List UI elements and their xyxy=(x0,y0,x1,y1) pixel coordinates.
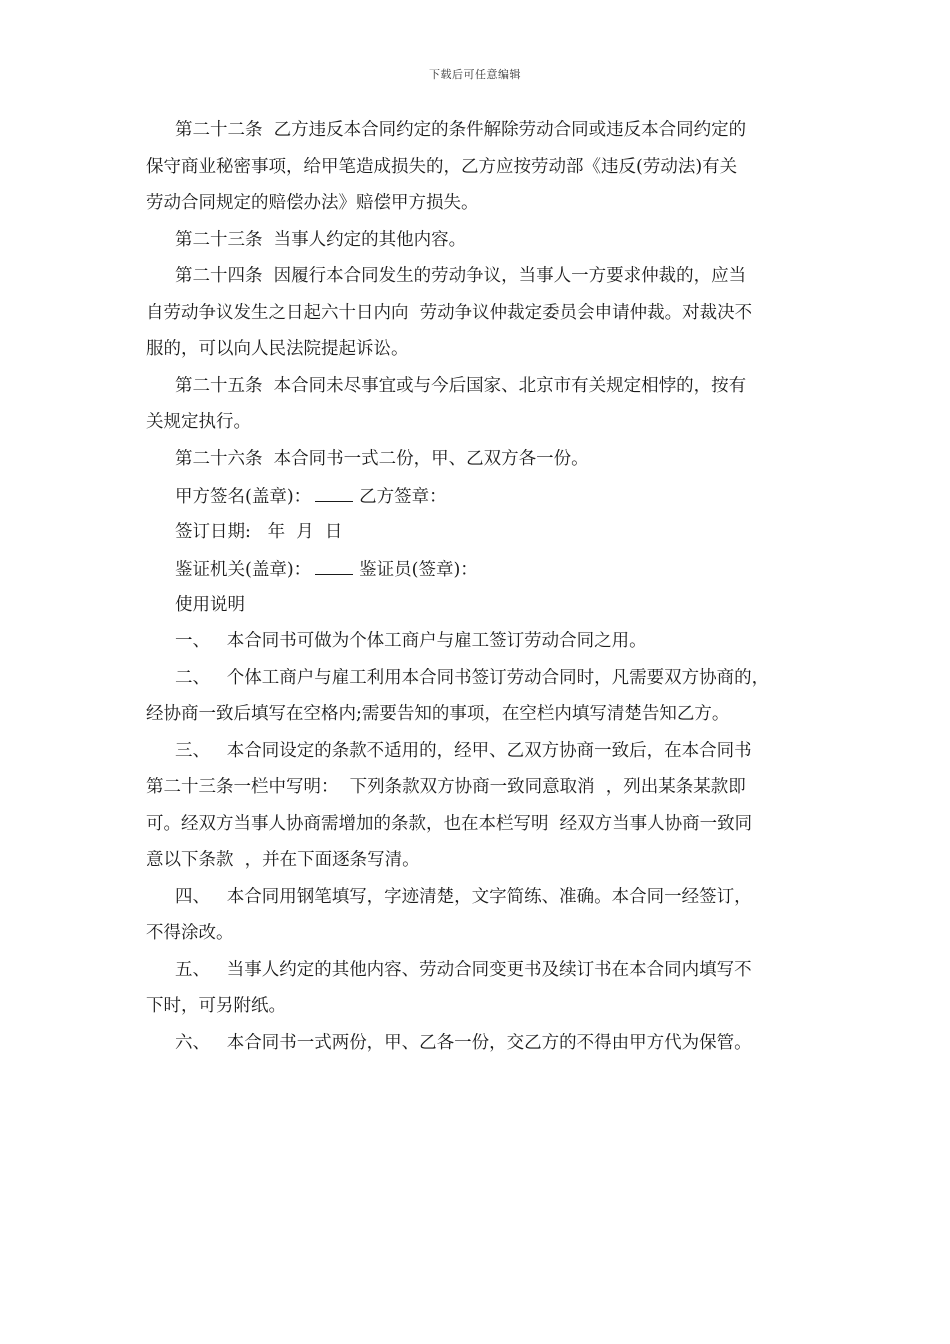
clause-25-line-1: 第二十五条 本合同未尽事宜或与今后国家、北京市有关规定相悖的，按有 xyxy=(175,375,747,396)
clause-24-line-3: 服的，可以向人民法院提起诉讼。 xyxy=(146,339,409,359)
clause-25-line-2: 关规定执行。 xyxy=(146,412,251,432)
clause-22-line-2: 保守商业秘密事项，给甲笔造成损失的，乙方应按劳动部《违反(劳动法)有关 xyxy=(146,156,738,177)
verify-org-blank xyxy=(315,560,353,575)
usage-title: 使用说明 xyxy=(175,594,245,615)
verifier-label: 鉴证员(签章)： xyxy=(359,560,478,580)
usage-5-line-2: 下时，可另附纸。 xyxy=(146,996,286,1016)
clause-22-line-1: 第二十二条 乙方违反本合同约定的条件解除劳动合同或违反本合同约定的 xyxy=(175,120,747,140)
usage-4-line-1: 四、 本合同用钢笔填写，字迹清楚，文字简练、准确。本合同一经签订， xyxy=(175,886,752,907)
clause-24-line-2: 自劳动争议发生之日起六十日内向 劳动争议仲裁定委员会申请仲裁。对裁决不 xyxy=(146,302,753,323)
clause-23: 第二十三条 当事人约定的其他内容。 xyxy=(175,229,467,250)
usage-4-line-2: 不得涂改。 xyxy=(146,923,234,943)
verification-line xyxy=(146,560,826,597)
usage-2-line-2: 经协商一致后填写在空格内;需要告知的事项，在空栏内填写清楚告知乙方。 xyxy=(146,704,730,724)
usage-3-line-2: 第二十三条一栏中写明： 下列条款双方协商一致同意取消 ，列出某条某款即 xyxy=(146,777,746,797)
usage-5-line-1: 五、 当事人约定的其他内容、劳动合同变更书及续订书在本合同内填写不 xyxy=(175,959,752,980)
document-body xyxy=(146,122,826,1071)
usage-2-line-1: 二、 个体工商户与雇工利用本合同书签订劳动合同时，凡需要双方协商的， xyxy=(175,667,770,688)
verify-org-label: 鉴证机关(盖章)： xyxy=(175,560,312,580)
party-a-signature-blank xyxy=(315,487,353,502)
usage-1: 一、 本合同书可做为个体工商户与雇工签订劳动合同之用。 xyxy=(175,631,647,651)
party-a-signature-label: 甲方签名(盖章)： xyxy=(175,487,312,507)
party-b-signature-label: 乙方签章： xyxy=(359,487,447,507)
clause-22-line-3: 劳动合同规定的赔偿办法》赔偿甲方损失。 xyxy=(146,193,479,213)
usage-3-line-4: 意以下条款 ，并在下面逐条写清。 xyxy=(146,850,420,870)
usage-6: 六、 本合同书一式两份，甲、乙各一份，交乙方的不得由甲方代为保管。 xyxy=(175,1032,752,1053)
usage-3-line-3: 可。经双方当事人协商需增加的条款，也在本栏写明 经双方当事人协商一致同 xyxy=(146,813,753,834)
clause-24-line-1: 第二十四条 因履行本合同发生的劳动争议，当事人一方要求仲裁的，应当 xyxy=(175,266,747,286)
clause-26: 第二十六条 本合同书一式二份，甲、乙双方各一份。 xyxy=(175,448,589,469)
signing-date: 签订日期: 年 月 日 xyxy=(175,521,343,542)
usage-3-line-1: 三、 本合同设定的条款不适用的，经甲、乙双方协商一致后，在本合同书 xyxy=(175,740,752,761)
signature-line xyxy=(146,487,826,524)
page-header: 下载后可任意编辑 xyxy=(429,68,521,81)
